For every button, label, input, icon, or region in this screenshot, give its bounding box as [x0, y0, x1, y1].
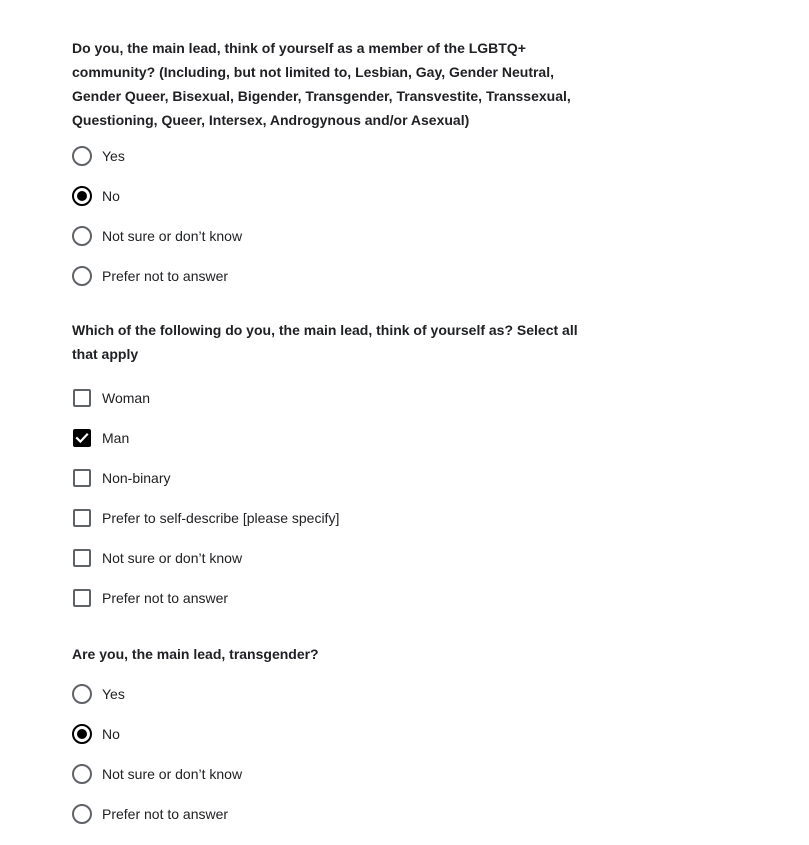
option-label: Yes [102, 148, 125, 164]
radio-button-selected[interactable] [72, 186, 92, 206]
checkbox-option-not-sure[interactable] [72, 538, 592, 578]
option-label: Not sure or don’t know [102, 766, 243, 782]
radio-button-selected[interactable] [72, 724, 92, 744]
option-label: No [102, 726, 120, 742]
question-transgender [72, 642, 592, 834]
radio-group-transgender [72, 674, 592, 834]
option-label: Prefer not to answer [102, 590, 229, 606]
checkbox[interactable] [73, 549, 91, 567]
radio-option-not-sure[interactable] [72, 216, 592, 256]
question-title: Are you, the main lead, transgender? [72, 646, 319, 662]
checkbox-option-woman[interactable] [72, 378, 592, 418]
checkbox-option-prefer-not[interactable] [72, 578, 592, 618]
checkmark-icon [75, 431, 89, 445]
radio-dot [77, 729, 87, 739]
radio-button[interactable] [72, 266, 92, 286]
checkbox-option-self-describe[interactable] [72, 498, 592, 538]
question-title: Do you, the main lead, think of yourself as a member of the LGBTQ+ community? (Including, but not limited to, Lesbian, Gay, Gender Neutral, Gender Queer, Bisexual, Bigender, Transgender, Transvestite, Transsexual, Questioning, Queer, Intersex, Androgynous and/or Asexual) [72, 40, 571, 128]
question-lgbtq [72, 36, 592, 296]
option-label: Prefer to self-describe [please specify] [102, 510, 340, 526]
checkbox-option-man[interactable] [72, 418, 592, 458]
radio-option-no[interactable] [72, 714, 592, 754]
option-label: Not sure or don’t know [102, 550, 243, 566]
option-label: Man [102, 430, 130, 446]
radio-option-not-sure[interactable] [72, 754, 592, 794]
option-label: Not sure or don’t know [102, 228, 243, 244]
radio-dot [77, 191, 87, 201]
radio-option-yes[interactable] [72, 136, 592, 176]
radio-button[interactable] [72, 804, 92, 824]
question-gender-identity [72, 318, 592, 618]
checkbox[interactable] [73, 469, 91, 487]
checkbox[interactable] [73, 589, 91, 607]
option-label: Yes [102, 686, 125, 702]
survey-form [72, 36, 592, 834]
radio-option-no[interactable] [72, 176, 592, 216]
option-label: Non-binary [102, 470, 171, 486]
option-label: Woman [102, 390, 150, 406]
option-label: Prefer not to answer [102, 806, 229, 822]
radio-group-lgbtq [72, 136, 592, 296]
radio-option-yes[interactable] [72, 674, 592, 714]
radio-option-prefer-not[interactable] [72, 794, 592, 834]
checkbox-group-gender [72, 378, 592, 618]
checkbox[interactable] [73, 389, 91, 407]
radio-button[interactable] [72, 226, 92, 246]
option-label: Prefer not to answer [102, 268, 229, 284]
radio-button[interactable] [72, 764, 92, 784]
checkbox[interactable] [73, 509, 91, 527]
checkbox-checked[interactable] [73, 429, 91, 447]
option-label: No [102, 188, 120, 204]
checkbox-option-non-binary[interactable] [72, 458, 592, 498]
question-title: Which of the following do you, the main lead, think of yourself as? Select all that apply [72, 322, 578, 362]
radio-option-prefer-not[interactable] [72, 256, 592, 296]
radio-button[interactable] [72, 684, 92, 704]
radio-button[interactable] [72, 146, 92, 166]
